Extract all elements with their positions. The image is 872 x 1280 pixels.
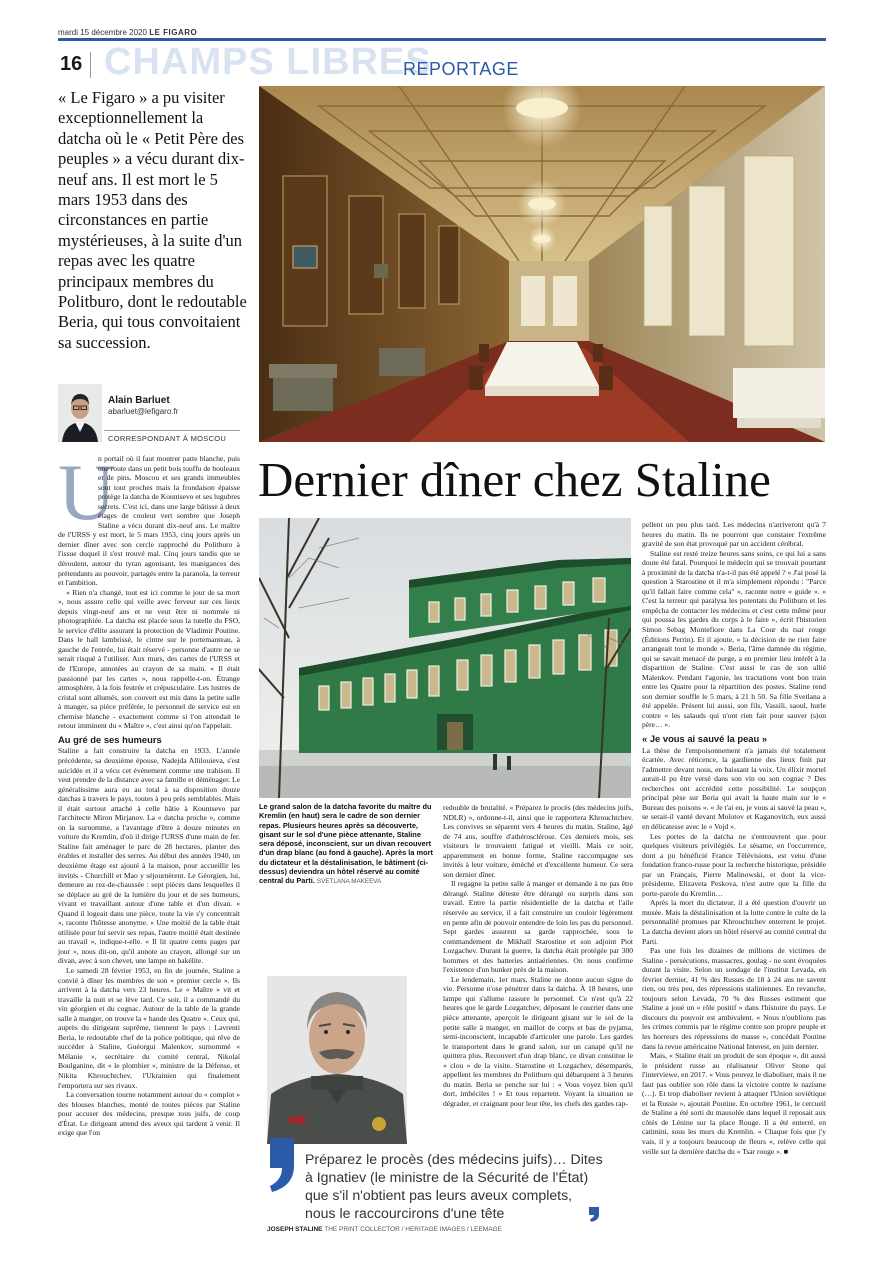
- page-number-divider: [90, 52, 91, 78]
- caption-credit: SVETLANA MAKEEVA: [316, 878, 382, 886]
- paragraph: Staline est resté treize heures sans soins, ce qui lui a sans doute été fatal. Pourquoi le médecin qui se trouvait pourtant à proximité de la datcha n'a-t-il pas été appelé ? « J'ai posé la question à Starostine et il m'a simplement répondu : "Parce qu'il fallait faire comme cela" », raconte notre « guide ». « C'est la terreur qui paralysa les potentats du Politburo et les empêcha de contacter les médecins et c'est cette même peur qui poussa les gardes du corps à le faire », écrit l'historien Simon Sebag Montefiore dans La Cour du tsar rouge (Éditions Perrin). Et il ajoute, « la décision de ne rien faire arrangeait tout le monde ». Beria, l'âme damnée du régime, qui se savait menacé de purge, a en premier lieu intérêt à la disparition de Staline. C'est aussi le cas de son allié Malenkov. Pendant l'agonie, les tractations vont bon train entre les Quatre pour la répartition des postes. Staline rend son dernier souffle le 5 mars, à 21 h 50. Sa fille Svetlana a été appelée. Présent lui aussi, son fils, Vassili, saoul, hurle contre « les salauds qui n'ont rien fait pour sauver (s)on père… ».: [642, 548, 826, 730]
- quote-close-icon: [588, 1206, 600, 1222]
- drop-cap-space: [58, 454, 98, 526]
- paragraph: « Rien n'a changé, tout est ici comme le jour de sa mort », nous assure celle qui veille avec ferveur sur ces lieux depuis vingt-neuf ans et ne veut être ni nommée ni photographiée. La datcha est placée sous la tutelle du FSO, le service d'élite assurant la protection de Vladimir Poutine. Dans le hall lambrissé, le cintre sur le portemanteau, à gauche de l'entrée, lui était réservé - personne d'autre ne se serait risqué à l'utiliser. Aux murs, des cartes de l'URSS et de l'Europe, annotées au crayon de sa main. « Il était passionné par les cartes », nous rappelle-t-on. Étrange atmosphère, à la fois feutrée et crépusculaire. Les lustres de cristal sont allumés, son couvert est mis dans la petite salle à manger, sa pièce préférée, le personnel de service est en chemise blanche - exactement comme si l'on attendait le retour imminent du « Maître », c'est ainsi qu'on l'appelait.: [58, 587, 240, 731]
- intro-lede: « Le Figaro » a pu visiter exceptionnellement la datcha où le « Petit Père des peuples » a vécu durant dix-neuf ans. Il est mort le 5 mars 1953 dans des circonstances en partie mystérieuses, à la suite d'un repas avec les quatre principaux membres du Politburo, dont le redoutable Beria, qui tous convoitaient sa succession.: [58, 88, 247, 352]
- author-email[interactable]: abarluet@lefigaro.fr: [108, 407, 179, 416]
- quote-author: JOSEPH STALINE: [267, 1226, 323, 1233]
- paragraph: Staline a fait construire la datcha en 1933. L'année précédente, sa deuxième épouse, Nadejda Allilouieva, s'est suicidée et il a vécu cet événement comme une trahison. Il veut prendre de la distance avec sa famille et déménager. Le généralissime aura eu au total à sa disposition douze datchas à travers le pays, toutes à peu près semblables. Mais il était surtout attaché à celle bâtie à Kountsevo par l'architecte Miron Mirjanov. La « datcha proche », comme on la surnomme, a l'avantage d'être à douze minutes en voiture du Kremlin, d'où il dirige l'URSS d'une main de fer. Staline fait aménager le parc de 28 hectares, planter des érables et installer des serres. Au début des années 1940, un deuxième étage est ajouté à la maison, pour accueillir les invités - Churchill et Mao y séjournèrent. Le Géorgien, lui, demeure au rez-de-chaussée : sept pièces dans lesquelles il se déplace au gré de la lumière du jour et de ses humeurs, vivant et travaillant autour d'une table et d'un divan. « Quand il logeait dans une pièce, toute la vie s'y concentrait », raconte l'hôtesse anonyme. « Une moitié de la table était utilisée pour lui servir ses repas, l'autre moitié était destinée au travail », indique-t-elle. « Il lit quatre cents pages par jour », nous dit-on, qu'il annote au crayon, allongé sur un divan, avec à son chevet, une lampe en bakélite.: [58, 746, 240, 966]
- pull-quote: Préparez le procès (des médecins juifs)… Dites à Ignatiev (le ministre de la Sécurité de l'État) que s'il n'obtient pas leurs aveux complets, nous le raccourcirons d'une tête: [305, 1151, 603, 1221]
- author-name: Alain Barluet: [108, 395, 170, 406]
- paragraph: La thèse de l'empoisonnement n'a jamais été totalement écartée. Avec réticence, la gardienne des lieux finit par l'admettre devant nous, en baissant la voix. Un élixir mortel aurait-il pu être versé dans son vin ou son cognac ? Des recherches ont accrédité cette possibilité. Le soupçon principal pèse sur Beria qui avait la haute main sur le « Bureau des poisons ». « Je t'ai eu, je vous ai sauvé la peau », se serait-il vanté devant Molotov et Kaganovitch, eux aussi en délicatesse avec le « Vojd ».: [642, 745, 826, 831]
- article-headline: Dernier dîner chez Staline: [258, 452, 771, 507]
- page-number: 16: [60, 53, 83, 75]
- paragraph: Le lendemain, 1er mars, Staline ne donne aucun signe de vie. Personne n'ose pénétrer dans la datcha. À 18 heures, une lampe qui s'allume rassure le personnel. Ce n'est qu'à 22 heures que le garde Lozgatchev, déposant le courrier dans une pièce attenante, aperçoit le dirigeant gisant sur le sol de la petite salle à manger, en maillot de corps et bas de pyjama, semi-inconscient, incapable d'articuler une parole. Les gardes le transportent dans le grand salon, sur un canapé qu'il ne quittera plus. Recouvert d'un drap blanc, ce divan constitue le « clou » de la visite. Starostine et Lozgachev, désemparés, appellent les membres du Politburo qui débarquent à 3 heures du matin. Beria se penche sur lui : « Vous voyez bien qu'il dort, imbéciles ! » Et tous repartent. Voyant la situation se dégrader, et craignant pour leur tête, les chefs des gardes rap-: [443, 974, 633, 1108]
- paragraph: Après la mort du dictateur, il a été question d'ouvrir un musée. Mais la déstalinisation et la lutte contre le culte de la personnalité promues par Khrouchtchev enterrent le projet. La datcha devient alors un hôtel réservé au comité central du Parti.: [642, 898, 826, 946]
- paragraph: Les portes de la datcha ne s'entrouvrent que pour quelques visiteurs privilégiés. Le sésame, en l'occurrence, dont a pu bénéficié France Télévisions, est venu d'une fondation franco-russe pour la recherche historique, présidée par un Français, Pierre Malinowski, et dont la vice-présidente, Elizaveta Peskova, n'est autre que la fille du porte-parole du Kremlin…: [642, 831, 826, 898]
- photo-caption: [259, 802, 437, 887]
- author-photo: [58, 384, 102, 442]
- subsection-title: REPORTAGE: [403, 59, 519, 79]
- article-column-1: [58, 449, 240, 1138]
- subheading: « Je vous ai sauvé la peau »: [642, 733, 768, 745]
- paragraph: Pas une fois les dizaines de millions de victimes de Staline - persécutions, massacres, goulag - ne sont évoquées durant la visite. Selon un sondage de l'institut Levada, en février dernier, 41 % des Russes de 18 à 24 ans ne savent rien, ou très peu, des répressions staliniennes. En revanche, toujours selon Levada, 70 % des Russes estiment que Staline a joué un « rôle positif » dans l'histoire du pays. Le discours du pouvoir est ambivalent. « Nous n'oublions pas les crimes commis par le régime contre son propre peuple et les horreurs des répressions de masse », concédait Poutine dans la revue américaine National Interest, en juin dernier.: [642, 946, 826, 1051]
- paragraph: n portail où il faut montrer patte blanche, puis une route dans un petit bois touffu de bouleaux et de pins. Moscou et ses grands immeubles sont tout proches mais la frondaison épaisse protège la datcha de Kountsevo et ses lugubres secrets. C'est ici, dans une large bâtisse à deux étages de couleur vert sombre que Joseph Staline a vécu durant dix-neuf ans. Le maître de l'URSS y est mort, le 5 mars 1953, cinq jours après un dernier dîner avec son cercle rapproché du Politburo à l'issue duquel il s'est trouvé mal. Cinq jours tandis que se déroulent, autour du tyran agonisant, les manigances des prétendants au pouvoir, partagés entre la paranoïa, la terreur et l'ambition.: [58, 454, 240, 588]
- paragraph: pellent un peu plus tard. Les médecins n'arriveront qu'à 7 heures du matin. Ils ne pourront que constater l'extrême gravité de son état provoqué par un accident cérébral.: [642, 520, 826, 549]
- article-column-2: [443, 803, 633, 1109]
- quote-photo-credit: THE PRINT COLLECTOR / HERITAGE IMAGES / LEEMAGE: [324, 1226, 502, 1233]
- newspaper-name: LE FIGARO: [149, 28, 198, 37]
- dateline: [58, 28, 197, 37]
- date-text: mardi 15 décembre 2020: [58, 28, 147, 37]
- hero-photo-salon: [259, 86, 825, 442]
- caption-text: Le grand salon de la datcha favorite du maître du Kremlin (en haut) sera le cadre de son dernier repas. Plusieurs heures après sa découverte, gisant sur le sol d'une pièce attenante, Staline sera déposé, inconscient, sur un divan recouvert d'un drap blanc (au fond à gauche). Après la mort du dictateur et la déstalinisation, le bâtiment (ci-dessus) deviendra un hôtel réservé au comité central du Parti.: [259, 802, 433, 886]
- paragraph: Le samedi 28 février 1953, en fin de journée, Staline a convié à dîner les membres de son « premier cercle ». Ils arrivent à la datcha vers 23 heures. Le « Maître » vit et travaille la nuit et se lève tard. Ce soir, il a commandé du vin géorgien et du cognac. Autour de la table de la grande salle à manger, on trouve la « bande des Quatre ». Ceux qui, auprès du dirigeant suprême, tiennent le pays : Lavrenti Beria, le redoutable chef de la police politique, qui rêve de succéder à Staline, Guéorgui Malenkov, surnommé « Mélanie », secrétaire du comité central, Nikolaï Boulganine, dit « le plombier », ministre de la Défense, et Nikita Khrouchtchev, l'Ukrainien qui finalement l'emportera sur ses rivaux.: [58, 965, 240, 1090]
- author-role: CORRESPONDANT À MOSCOU: [108, 434, 227, 443]
- section-title: CHAMPS LIBRES: [104, 41, 432, 83]
- paragraph: Mais, « Staline était un produit de son époque », dit aussi le président russe au réalisateur Oliver Stone qui l'interviewe, en 2017. « Vous pouvez le diaboliser, mais il ne faut pas oublier son rôle dans la victoire contre le nazisme (…). Et trop diaboliser revient à attaquer l'Union soviétique et la Russie », ajoutait Poutine. En octobre 1961, le cercueil de Staline a été sorti du mausolée dans lequel il reposait aux côtés de Lénine sur la place Rouge. Il a été enterré, en catimini, sous les murs du Kremlin. « Chaque fois que j'y vais, il y a toujours beaucoup de fleurs », relève celle qui veille sur la dernière datcha du « Tsar rouge ». ■: [642, 1051, 826, 1156]
- paragraph: redouble de brutalité. « Préparez le procès (des médecins juifs, NDLR) », ordonne-t-il, ainsi que le rapportera Khrouchtchev. Les convives se séparent vers 4 heures du matin. Staline, âgé de 74 ans, souffre d'athérosclérose. Ces derniers mois, ses visiteurs le trouvaient fatigué et vieilli. Mais ce soir, apparemment en bonne forme, Staline raccompagne ses invités à leur voiture, éméché et d'excellente humeur. Ce sera son dernier dîner.: [443, 803, 633, 879]
- stalin-portrait: [267, 976, 407, 1144]
- drop-cap: U: [58, 449, 116, 537]
- author-divider: [104, 430, 240, 431]
- subheading: Au gré de ses humeurs: [58, 733, 162, 745]
- article-column-3: [642, 520, 826, 1156]
- quote-attribution: [267, 1226, 502, 1233]
- paragraph: La conversation tourne notamment autour du « complot » des blouses blanches, monté de toutes pièces par Staline pour accuser des médecins, presque tous juifs, de coup d'État. Le dirigeant attend des aveux qui tardent à venir. Il exige que l'on: [58, 1090, 240, 1138]
- quote-open-icon: [264, 1136, 298, 1194]
- photo-dacha-exterior: [259, 518, 631, 798]
- paragraph: Il regagne la petite salle à manger et demande à ne pas être dérangé. Staline déteste être dérangé ou surpris dans son travail. Entre la partie résidentielle de la datcha et l'aile réservée au service, il a fait construire un couloir légèrement en pente afin de pouvoir entendre de loin les pas du personnel. Sept gardes assurent sa garde rapprochée, sous le commandement de Mikhaïl Starostine et son adjoint Piot Lozgachev. Durant la guerre, la datcha était protégée par 300 hommes et des batteries antiaériennes. On nous confirme l'existence d'un bunker près de la maison.: [443, 879, 633, 975]
